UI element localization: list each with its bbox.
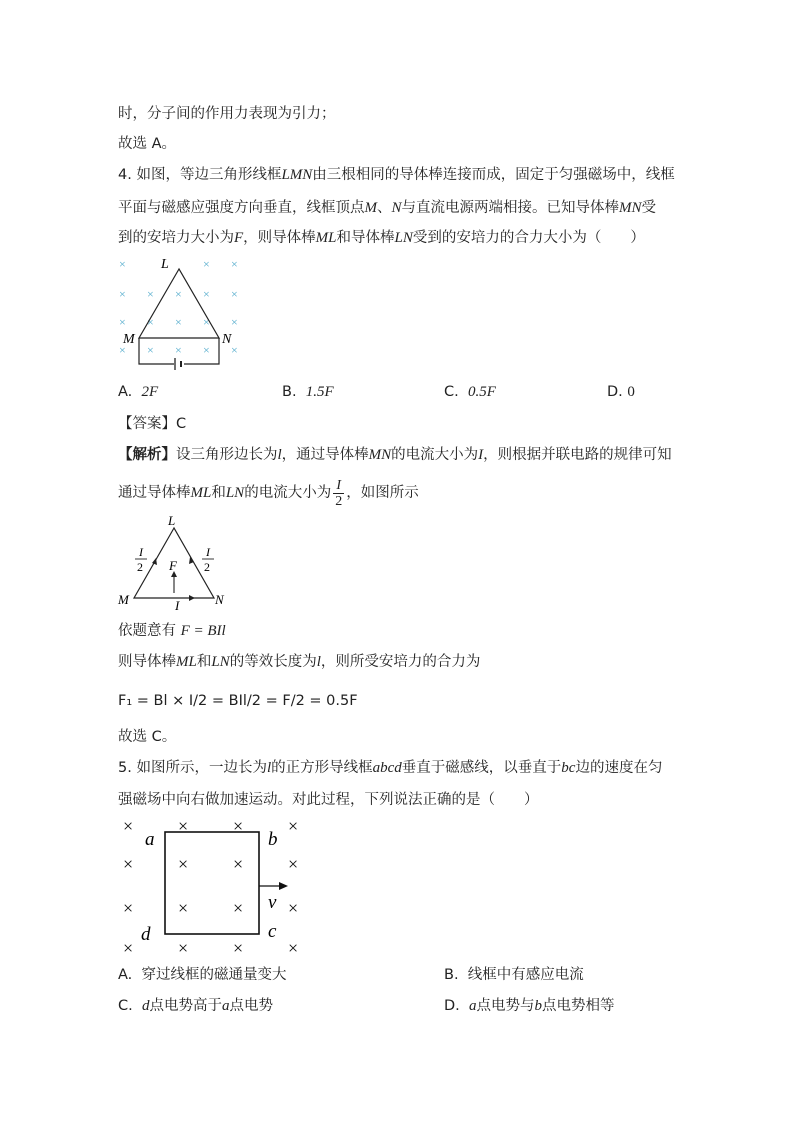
q5-line-2: 强磁场中向右做加速运动。对此过程，下列说法正确的是（ ） <box>118 792 539 808</box>
q4-choose: 故选 C。 <box>118 729 177 745</box>
field-cross-mark: × <box>288 816 299 836</box>
half-den-left: 2 <box>137 560 143 574</box>
option-value: 0 <box>627 384 635 400</box>
q4-option-b[interactable] <box>282 382 334 402</box>
field-cross-mark: × <box>175 287 182 301</box>
label-b: b <box>268 829 278 850</box>
label-N: N <box>215 592 224 607</box>
option-var: b <box>534 998 542 1014</box>
q5-text: 边的速度在匀 <box>575 760 663 776</box>
option-key: D. <box>444 998 460 1014</box>
q4-figure-current-diagram <box>112 510 237 615</box>
label-I: I <box>175 598 180 613</box>
q4-mn: MN <box>368 447 392 463</box>
analysis-tag: 【解析】 <box>118 447 176 463</box>
q4-ml: ML <box>176 654 197 670</box>
q4-text: 、 <box>377 200 392 216</box>
option-text: 点电势 <box>229 998 273 1014</box>
field-cross-mark: × <box>203 315 210 329</box>
q4-text: 的电流大小为 <box>391 447 479 463</box>
q4-text: 到的安培力大小为 <box>118 230 234 246</box>
field-cross-mark: × <box>123 898 134 918</box>
magnetic-field-crosses <box>119 257 238 357</box>
q4-m: M <box>364 200 377 216</box>
q5-line-1 <box>118 758 662 778</box>
q4-equation-2 <box>118 652 480 672</box>
field-cross-mark: × <box>231 287 238 301</box>
field-cross-mark: × <box>203 343 210 357</box>
field-cross-mark: × <box>203 257 210 271</box>
option-text: 点电势相等 <box>542 998 615 1014</box>
field-cross-mark: × <box>178 938 189 958</box>
field-cross-mark: × <box>123 816 134 836</box>
field-cross-mark: × <box>123 854 134 874</box>
q5-text: 的正方形导线框 <box>271 760 373 776</box>
q4-option-c[interactable] <box>444 382 496 402</box>
field-cross-mark: × <box>119 343 126 357</box>
q4-ml: ML <box>315 230 337 246</box>
square-frame <box>165 832 259 934</box>
field-cross-mark: × <box>147 343 154 357</box>
label-M: M <box>118 592 129 607</box>
q4-text: ，则根据并联电路的规律可知 <box>483 447 672 463</box>
q4-line-3 <box>118 228 645 248</box>
q5-option-b[interactable] <box>444 965 584 985</box>
label-v: v <box>268 892 277 913</box>
q4-l: l <box>277 447 282 463</box>
option-value: 0.5F <box>467 384 496 400</box>
label-a: a <box>145 829 155 850</box>
q4-figure-triangle <box>112 254 252 372</box>
field-cross-mark: × <box>233 938 244 958</box>
q5-text: 垂直于磁感线，以垂直于 <box>401 760 562 776</box>
field-cross-mark: × <box>178 898 189 918</box>
q4-mn: MN <box>619 200 642 216</box>
field-cross-mark: × <box>119 287 126 301</box>
q4-f: F <box>234 230 244 246</box>
label-c: c <box>268 921 277 942</box>
q4-option-d[interactable] <box>607 382 635 402</box>
option-text: 线框中有感应电流 <box>467 967 584 983</box>
q4-text: ，通过导体棒 <box>281 447 369 463</box>
option-var: a <box>469 998 477 1014</box>
q5-option-a[interactable] <box>118 965 287 985</box>
circuit-wire-right <box>184 338 219 364</box>
field-cross-mark: × <box>147 287 154 301</box>
half-num-left: I <box>139 545 143 559</box>
q4-text: 受到的安培力的合力大小为（ ） <box>412 230 645 246</box>
option-var: d <box>141 998 150 1014</box>
q5-option-c[interactable] <box>118 996 273 1016</box>
field-cross-mark: × <box>147 315 154 329</box>
label-L: L <box>168 513 176 528</box>
option-key: C. <box>444 384 459 400</box>
q5-abcd: abcd <box>372 760 402 776</box>
q4-ln: LN <box>394 230 413 246</box>
q4-text: 设三角形边长为 <box>176 447 278 463</box>
q4-equation-1 <box>118 621 226 641</box>
field-cross-mark: × <box>233 898 244 918</box>
label-N: N <box>222 332 232 347</box>
q4-text: ，如图所示 <box>346 485 419 501</box>
option-value: 2F <box>141 384 159 400</box>
field-cross-mark: × <box>175 343 182 357</box>
field-cross-mark: × <box>203 287 210 301</box>
q4-answer: 【答案】C <box>118 416 187 432</box>
equation-f-bil: F = BIl <box>180 623 226 639</box>
q4-text: 和 <box>196 654 212 670</box>
field-cross-mark: × <box>288 854 299 874</box>
q4-line-2 <box>118 198 656 218</box>
field-cross-mark: × <box>178 854 189 874</box>
q4-n: N <box>391 200 402 216</box>
option-text: 穿过线框的磁通量变大 <box>141 967 287 983</box>
field-cross-mark: × <box>119 315 126 329</box>
fraction-half-current: $\frac{I}{2}$ <box>335 477 343 509</box>
field-cross-mark: × <box>231 315 238 329</box>
intro-line-1: 时，分子间的作用力表现为引力； <box>118 106 336 122</box>
half-num-right: I <box>206 545 210 559</box>
q4-line-1 <box>118 165 675 185</box>
q4-text: 和导体棒 <box>336 230 395 246</box>
q4-text: 通过导体棒 <box>118 485 191 501</box>
q4-l: l <box>316 654 321 670</box>
q4-text: 与直流电源两端相接。已知导体棒 <box>401 200 620 216</box>
q5-number: 5. <box>118 760 132 776</box>
option-key: A. <box>118 967 133 983</box>
field-cross-mark: × <box>231 257 238 271</box>
field-cross-mark: × <box>233 816 244 836</box>
q5-option-d[interactable] <box>444 996 615 1016</box>
label-d: d <box>141 924 151 945</box>
q4-i: I <box>478 447 484 463</box>
q4-ml: ML <box>190 485 212 501</box>
field-cross-mark: × <box>119 257 126 271</box>
q4-text: ，则所受安培力的合力为 <box>320 654 481 670</box>
q4-text: 受 <box>641 200 657 216</box>
option-text: 点电势与 <box>476 998 535 1014</box>
option-key: B. <box>282 384 297 400</box>
q4-text: 的电流大小为 <box>244 485 332 501</box>
option-key: A. <box>118 384 133 400</box>
q4-text: 如图，等边三角形线框 <box>136 167 282 183</box>
q4-text: 和 <box>211 485 226 501</box>
intro-line-2: 故选 A。 <box>118 136 177 152</box>
circuit-wire-left <box>139 338 174 364</box>
option-key: C. <box>118 998 133 1014</box>
q4-option-a[interactable] <box>118 382 158 402</box>
arrow-mn <box>189 595 195 601</box>
q4-analysis-line-2 <box>118 476 419 510</box>
q5-text: 如图所示，一边长为 <box>136 760 267 776</box>
field-cross-mark: × <box>233 854 244 874</box>
option-var: a <box>221 998 230 1014</box>
q5-l: l <box>266 760 272 776</box>
option-value: 1.5F <box>305 384 334 400</box>
q4-ln: LN <box>211 654 230 670</box>
field-cross-mark: × <box>231 343 238 357</box>
velocity-arrow-head <box>279 882 288 890</box>
field-cross-mark: × <box>288 938 299 958</box>
q5-bc: bc <box>561 760 576 776</box>
field-cross-mark: × <box>178 816 189 836</box>
q4-text: 依题意有 <box>118 623 176 639</box>
q4-number: 4. <box>118 167 132 183</box>
field-cross-mark: × <box>175 315 182 329</box>
q4-text: 由三根相同的导体棒连接而成，固定于匀强磁场中，线框 <box>312 167 675 183</box>
label-M: M <box>123 332 135 347</box>
label-F: F <box>169 558 177 573</box>
q5-figure-square <box>115 812 315 958</box>
field-cross-mark: × <box>123 938 134 958</box>
label-L: L <box>161 257 169 272</box>
q4-text: 则导体棒 <box>118 654 176 670</box>
option-key: B. <box>444 967 459 983</box>
q4-ln: LN <box>225 485 245 501</box>
q4-text: 平面与磁感应强度方向垂直，线框顶点 <box>118 200 365 216</box>
option-text: 点电势高于 <box>149 998 222 1014</box>
q4-equation-3: F₁ = Bl × I/2 = BIl/2 = F/2 = 0.5F <box>118 693 358 709</box>
q4-text: 的等效长度为 <box>229 654 317 670</box>
q4-lmn: LMN <box>281 167 313 183</box>
q4-analysis-line-1 <box>118 445 672 465</box>
field-cross-mark: × <box>288 898 299 918</box>
q4-text: ，则导体棒 <box>243 230 316 246</box>
option-key: D. <box>607 384 623 400</box>
half-den-right: 2 <box>204 560 210 574</box>
